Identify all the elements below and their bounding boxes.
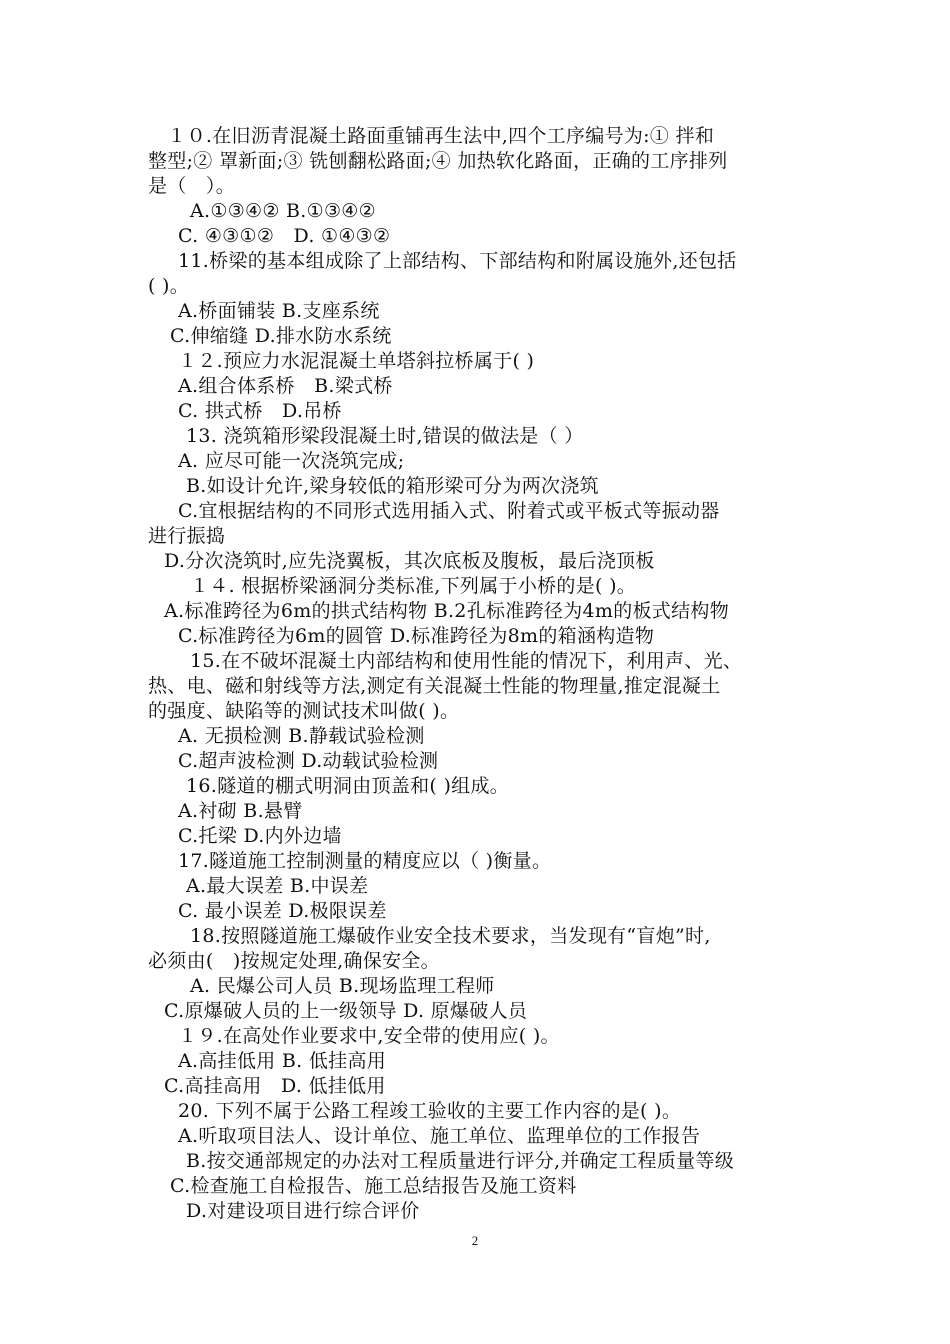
text-line-11: A.组合体系桥 B.梁式桥 [178,375,393,397]
text-line-6: 11.桥梁的基本组成除了上部结构、下部结构和附属设施外,还包括 [178,250,737,272]
text-line-29: C.托梁 D.内外边墙 [178,825,342,847]
text-line-31: A.最大误差 B.中误差 [186,875,369,897]
text-line-26: C.超声波检测 D.动载试验检测 [178,750,439,772]
text-line-2: 整型;② 罩新面;③ 铣刨翻松路面;④ 加热软化路面，正确的工序排列 [148,150,728,172]
text-line-3: 是（ ）。 [148,175,236,197]
text-line-42: B.按交通部规定的办法对工程质量进行评分,并确定工程质量等级 [186,1150,735,1172]
text-line-43: C.检查施工自检报告、施工总结报告及施工资料 [170,1175,577,1197]
text-line-9: C.伸缩缝 D.排水防水系统 [170,325,392,347]
text-line-30: 17.隧道施工控制测量的精度应以（ )衡量。 [178,850,552,872]
text-line-19: １４. 根据桥梁涵洞分类标准,下列属于小桥的是( )。 [190,575,637,597]
text-line-33: 18.按照隧道施工爆破作业安全技术要求，当发现有“盲炮”时, [190,925,711,947]
text-line-28: A.衬砌 B.悬臂 [178,800,303,822]
text-line-20: A.标准跨径为6m的拱式结构物 B.2孔标准跨径为4m的板式结构物 [164,600,730,622]
text-line-8: A.桥面铺装 B.支座系统 [178,300,380,322]
text-line-7: ( )。 [148,275,190,297]
text-line-38: A.高挂低用 B. 低挂高用 [178,1050,387,1072]
text-line-34: 必须由( )按规定处理,确保安全。 [148,950,440,972]
text-line-10: １２.预应力水泥混凝土单塔斜拉桥属于( ) [178,350,535,372]
text-line-24: 的强度、缺陷等的测试技术叫做( )。 [148,700,460,722]
text-line-18: D.分次浇筑时,应先浇翼板，其次底板及腹板，最后浇顶板 [164,550,655,572]
text-line-16: C.宜根据结构的不同形式选用插入式、附着式或平板式等振动器 [178,500,720,522]
text-line-12: C. 拱式桥 D.吊桥 [178,400,342,422]
text-line-21: C.标准跨径为6m的圆管 D.标准跨径为8m的箱涵构造物 [178,625,655,647]
text-line-5: C. ④③①② D. ①④③② [178,225,391,247]
text-line-36: C.原爆破人员的上一级领导 D. 原爆破人员 [164,1000,528,1022]
text-line-39: C.高挂高用 D. 低挂低用 [164,1075,386,1097]
text-line-14: A. 应尽可能一次浇筑完成; [178,450,405,472]
text-line-27: 16.隧道的棚式明洞由顶盖和( )组成。 [186,775,510,797]
text-line-44: D.对建设项目进行综合评价 [186,1200,420,1222]
text-line-15: B.如设计允许,梁身较低的箱形梁可分为两次浇筑 [186,475,599,497]
text-line-25: A. 无损检测 B.静载试验检测 [178,725,425,747]
text-line-13: 13. 浇筑箱形梁段混凝土时,错误的做法是（ ） [186,425,584,447]
text-line-23: 热、电、磁和射线等方法,测定有关混凝土性能的物理量,推定混凝土 [148,675,721,697]
text-line-40: 20. 下列不属于公路工程竣工验收的主要工作内容的是( )。 [178,1100,682,1122]
text-line-1: １０.在旧沥青混凝土路面重铺再生法中,四个工序编号为:① 拌和 [148,125,715,147]
page-number: 2 [471,1233,479,1248]
text-line-37: １９.在高处作业要求中,安全带的使用应( )。 [178,1025,560,1047]
text-line-4: A.①③④② B.①③④② [190,200,376,222]
text-line-35: A. 民爆公司人员 B.现场监理工程师 [190,975,495,997]
text-line-41: A.听取项目法人、设计单位、施工单位、监理单位的工作报告 [178,1125,701,1147]
text-line-32: C. 最小误差 D.极限误差 [178,900,387,922]
text-line-17: 进行振捣 [148,525,226,547]
text-line-22: 15.在不破坏混凝土内部结构和使用性能的情况下，利用声、光、 [190,650,743,672]
